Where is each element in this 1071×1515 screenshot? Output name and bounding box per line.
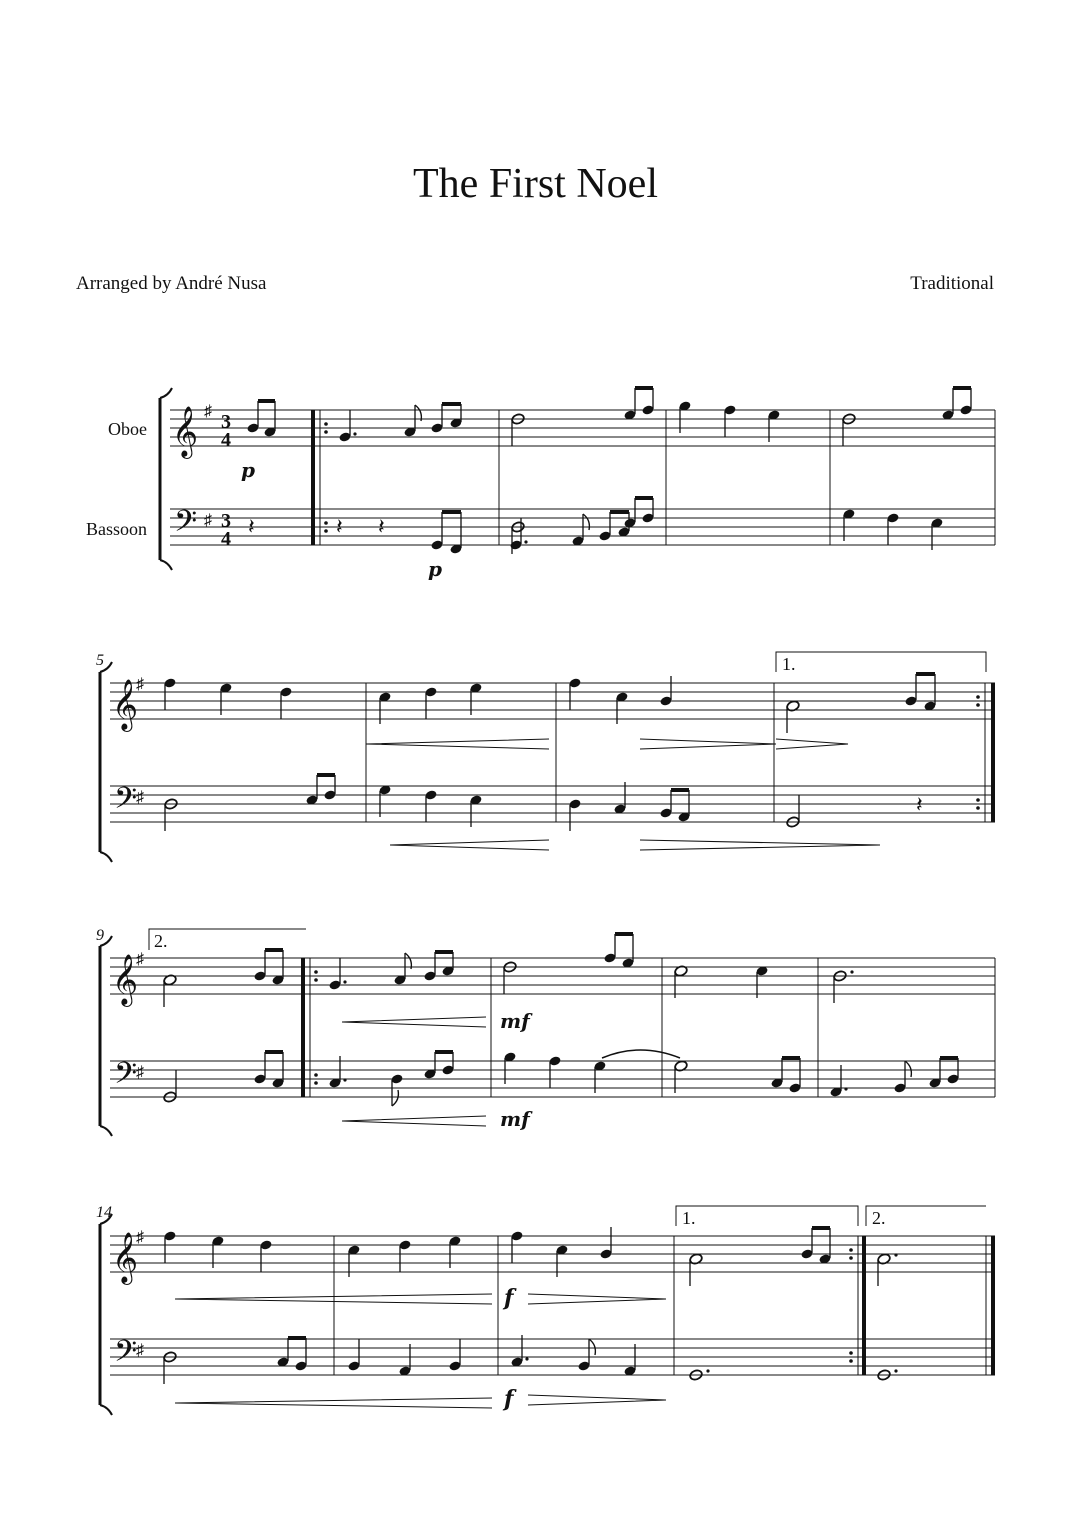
repeat-start-barline xyxy=(313,410,328,545)
dynamic-forte: f xyxy=(504,1386,514,1412)
bass-clef-icon: 𝄢 xyxy=(114,1335,138,1375)
staff-oboe-3 xyxy=(110,958,995,994)
volta-bracket-2 xyxy=(149,929,306,950)
bassoon-measure-8 xyxy=(786,792,923,828)
staff-oboe-1 xyxy=(170,410,995,446)
tie xyxy=(602,1050,680,1058)
volta-label-2: 2. xyxy=(154,931,168,951)
dynamic-mezzo-forte: mf xyxy=(500,1009,530,1033)
decrescendo-hairpin xyxy=(640,840,880,850)
volta-label-1: 1. xyxy=(682,1208,696,1228)
bassoon-measure-7 xyxy=(568,782,690,831)
final-barline xyxy=(986,1236,993,1375)
system-4 xyxy=(96,1204,995,1415)
key-sharp-icon: ♯ xyxy=(204,512,212,529)
decrescendo-hairpin xyxy=(640,739,776,749)
instrument-label-oboe: Oboe xyxy=(108,419,147,439)
staff-oboe-2 xyxy=(110,683,995,719)
bassoon-measure-6 xyxy=(378,784,482,827)
decrescendo-hairpin xyxy=(776,739,848,749)
dynamic-piano: p xyxy=(428,557,442,581)
staff-bassoon-3 xyxy=(110,1061,995,1097)
measure-number: 5 xyxy=(96,652,104,669)
staff-bassoon-2 xyxy=(110,786,995,822)
treble-clef-icon: 𝄞 xyxy=(112,680,139,729)
system-3 xyxy=(96,927,995,1136)
bass-clef-icon: 𝄢 xyxy=(114,782,138,822)
measure-number: 9 xyxy=(96,927,104,944)
oboe-measure-16 xyxy=(510,1227,612,1277)
key-sharp-icon: ♯ xyxy=(136,1229,144,1246)
rest-icon: 𝄽 xyxy=(916,792,923,817)
bassoon-measure-4 xyxy=(842,508,943,550)
oboe-measure-6 xyxy=(378,682,482,724)
key-sharp-icon: ♯ xyxy=(136,789,144,806)
rest-icon: 𝄽 xyxy=(336,514,343,539)
oboe-measure-9 xyxy=(163,950,285,1007)
crescendo-hairpin xyxy=(390,840,549,850)
bass-clef-icon: 𝄢 xyxy=(174,505,198,545)
rest-icon: 𝄽 xyxy=(248,514,255,539)
volta-bracket-1 xyxy=(676,1206,858,1226)
key-sharp-icon: ♯ xyxy=(136,1064,144,1081)
key-sharp-icon: ♯ xyxy=(204,403,212,420)
crescendo-hairpin xyxy=(366,739,549,749)
composer-credit: Traditional xyxy=(910,273,994,294)
volta-label-1: 1. xyxy=(782,654,796,674)
oboe-measure-17 xyxy=(689,1228,832,1286)
dynamic-forte: f xyxy=(504,1285,514,1311)
bassoon-measure-9 xyxy=(163,1052,285,1103)
key-sharp-icon: ♯ xyxy=(136,676,144,693)
dynamic-mezzo-forte: mf xyxy=(500,1107,530,1131)
crescendo-hairpin xyxy=(342,1116,486,1126)
volta-bracket-1 xyxy=(776,652,986,672)
dynamic-piano: p xyxy=(241,458,255,482)
bassoon-measure-15 xyxy=(347,1339,461,1377)
arranger-credit: Arranged by André Nusa xyxy=(76,273,267,294)
system-2 xyxy=(96,652,995,862)
oboe-measure-15 xyxy=(347,1235,461,1277)
bassoon-measure-5 xyxy=(164,775,337,831)
treble-clef-icon: 𝄞 xyxy=(112,1233,139,1282)
time-sig-top: 3 xyxy=(221,510,231,532)
bass-clef-icon: 𝄢 xyxy=(114,1057,138,1097)
instrument-label-bassoon: Bassoon xyxy=(85,519,147,539)
volta-label-2: 2. xyxy=(872,1208,886,1228)
rest-icon: 𝄽 xyxy=(378,514,385,539)
decrescendo-hairpin xyxy=(528,1395,666,1405)
key-sharp-icon: ♯ xyxy=(136,1342,144,1359)
key-sharp-icon: ♯ xyxy=(136,951,144,968)
time-sig-bottom: 4 xyxy=(221,429,231,451)
oboe-measure-14 xyxy=(163,1230,272,1272)
score-title: The First Noel xyxy=(413,161,658,207)
decrescendo-hairpin xyxy=(528,1294,666,1304)
bassoon-measure-13 xyxy=(829,1058,959,1098)
time-sig-top: 3 xyxy=(221,411,231,433)
crescendo-hairpin xyxy=(175,1398,492,1408)
repeat-start-barline xyxy=(303,958,318,1097)
repeat-end-barline xyxy=(976,683,993,822)
bassoon-measure-16 xyxy=(510,1335,636,1377)
treble-clef-icon: 𝄞 xyxy=(172,407,199,456)
oboe-measure-18 xyxy=(877,1253,898,1286)
crescendo-hairpin xyxy=(342,1017,486,1027)
repeat-end-barline xyxy=(849,1236,864,1375)
measure-number: 14 xyxy=(96,1204,112,1221)
oboe-measure-12 xyxy=(674,965,769,998)
oboe-measure-5 xyxy=(163,677,292,719)
oboe-measure-13 xyxy=(833,970,854,1003)
oboe-measure-3 xyxy=(678,400,780,442)
treble-clef-icon: 𝄞 xyxy=(112,955,139,1004)
bassoon-measure-14 xyxy=(163,1338,308,1384)
time-sig-bottom: 4 xyxy=(221,528,231,550)
system-1 xyxy=(86,388,995,581)
bassoon-measure-11 xyxy=(503,1050,680,1093)
